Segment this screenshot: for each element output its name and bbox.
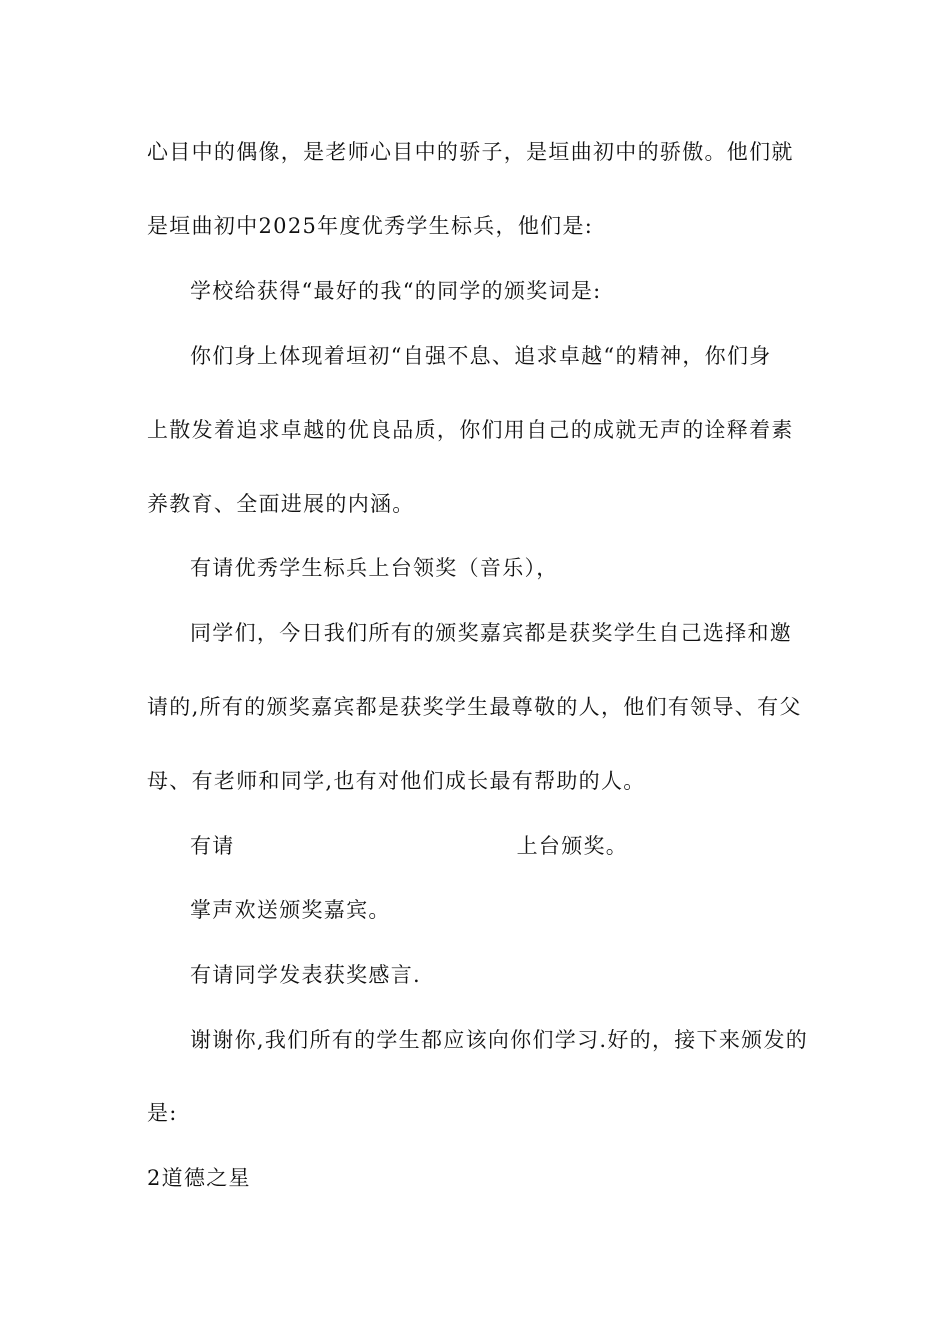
invite-suffix: 上台颁奖。 <box>516 834 629 858</box>
paragraph-line: 掌声欢送颁奖嘉宾。 <box>190 898 391 922</box>
paragraph-line: 是垣曲初中2025年度优秀学生标兵，他们是: <box>147 214 594 238</box>
paragraph-line: 心目中的偶像，是老师心目中的骄子，是垣曲初中的骄傲。他们就 <box>147 140 794 164</box>
paragraph-line: 上散发着追求卓越的优良品质，你们用自己的成就无声的诠释着素 <box>147 418 794 442</box>
paragraph-line: 母、有老师和同学,也有对他们成长最有帮助的人。 <box>147 769 646 793</box>
paragraph-line: 有请同学发表获奖感言. <box>190 963 421 987</box>
paragraph-line: 养教育、全面进展的内涵。 <box>147 492 415 516</box>
award-invite-line <box>190 833 628 859</box>
paragraph-line: 是: <box>147 1101 178 1125</box>
paragraph-line: 谢谢你,我们所有的学生都应该向你们学习.好的，接下来颁发的 <box>190 1028 809 1052</box>
paragraph-line: 学校给获得“最好的我“的同学的颁奖词是: <box>190 279 602 303</box>
paragraph-line: 有请优秀学生标兵上台领奖（音乐）， <box>190 556 559 580</box>
paragraph-line: 你们身上体现着垣初“自强不息、追求卓越“的精神，你们身 <box>190 344 772 368</box>
section-heading: 2道德之星 <box>147 1166 251 1190</box>
invite-prefix: 有请 <box>190 834 235 858</box>
paragraph-line: 请的,所有的颁奖嘉宾都是获奖学生最尊敬的人，他们有领导、有父 <box>147 695 802 719</box>
paragraph-line: 同学们，今日我们所有的颁奖嘉宾都是获奖学生自己选择和邀 <box>190 621 793 645</box>
